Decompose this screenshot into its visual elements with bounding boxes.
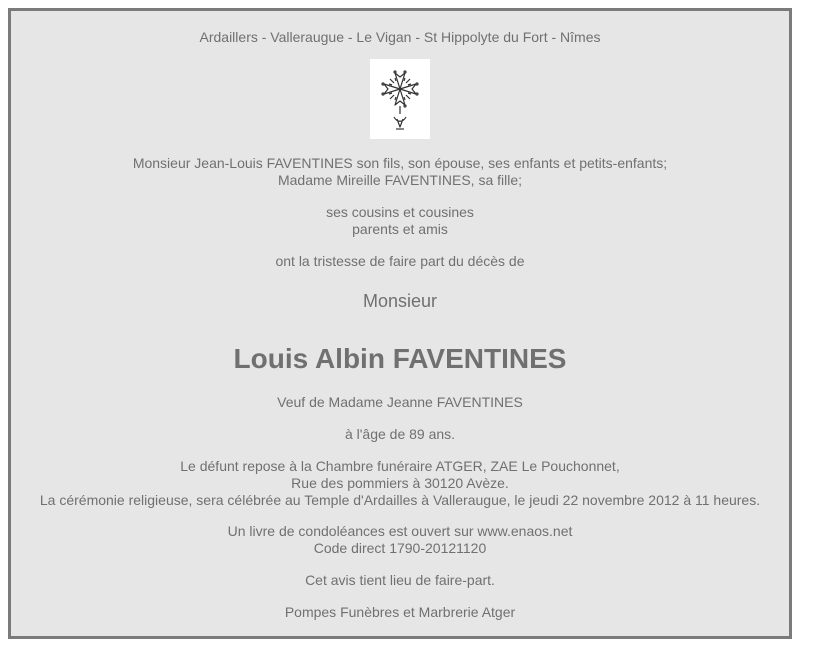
- undertaker-line: Pompes Funèbres et Marbrerie Atger: [284, 604, 516, 620]
- ceremony-line: La cérémonie religieuse, sera célébrée au Temple d'Ardailles à Valleraugue, le jeudi 22 novembre 2012 à 11 heures.: [39, 492, 761, 508]
- relatives-line-cousins: ses cousins et cousines: [326, 204, 474, 220]
- family-line-son: Monsieur Jean-Louis FAVENTINES son fils, son épouse, ses enfants et petits-enfants;: [132, 155, 668, 171]
- deceased-title: Monsieur: [362, 291, 438, 311]
- funeral-address-line: Rue des pommiers à 30120 Avèze.: [291, 475, 509, 491]
- locations-line: Ardaillers - Valleraugue - Le Vigan - St Hippolyte du Fort - Nîmes: [199, 29, 601, 45]
- announcement-text: ont la tristesse de faire part du décès de: [275, 253, 525, 269]
- condolences: [11, 523, 789, 557]
- family-members: [11, 155, 789, 189]
- relatives: [11, 204, 789, 238]
- widower-line: Veuf de Madame Jeanne FAVENTINES: [277, 394, 523, 410]
- deceased-name: Louis Albin FAVENTINES: [233, 343, 567, 374]
- funeral-home-line: Le défunt repose à la Chambre funéraire ATGER, ZAE Le Pouchonnet,: [180, 458, 620, 474]
- condolences-code-line: Code direct 1790-20121120: [313, 540, 487, 556]
- relatives-line-friends: parents et amis: [352, 221, 448, 237]
- age-line: à l'âge de 89 ans.: [344, 426, 456, 442]
- huguenot-cross-icon: [370, 59, 430, 139]
- obituary-notice: [8, 8, 792, 639]
- family-line-daughter: Madame Mireille FAVENTINES, sa fille;: [277, 172, 523, 188]
- funeral-details: [11, 458, 789, 509]
- avis-line: Cet avis tient lieu de faire-part.: [305, 572, 495, 588]
- condolences-book-line: Un livre de condoléances est ouvert sur www.enaos.net: [227, 523, 573, 539]
